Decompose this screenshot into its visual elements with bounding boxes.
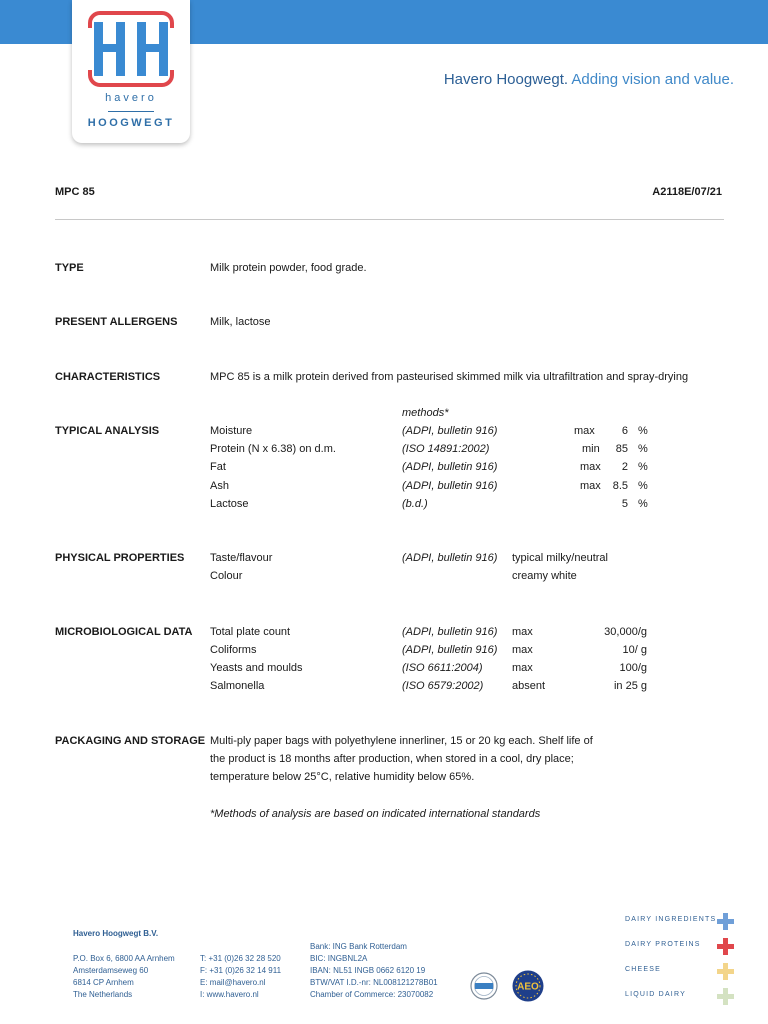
analysis-method: (ADPI, bulletin 916) <box>402 425 498 437</box>
micro-method: (ADPI, bulletin 916) <box>402 626 498 638</box>
tagline <box>444 71 734 88</box>
methods-header: methods* <box>402 407 449 419</box>
analysis-value: 5 <box>621 498 628 510</box>
address-line: P.O. Box 6, 6800 AA Arnhem <box>73 954 175 963</box>
analysis-qualifier: max <box>574 425 595 437</box>
email-link[interactable]: E: mail@havero.nl <box>200 978 266 987</box>
segment-label-dairy-ingredients: DAIRY INGREDIENTS <box>625 916 717 923</box>
fax-number: F: +31 (0)26 32 14 911 <box>200 966 282 975</box>
certification-seal-icon <box>468 971 500 1001</box>
physical-properties-label: PHYSICAL PROPERTIES <box>55 552 185 564</box>
document-code: A2118E/07/21 <box>652 186 722 198</box>
plus-icon-dairy-proteins <box>717 938 734 955</box>
packaging-line: temperature below 25°C, relative humidity below 65%. <box>210 771 475 783</box>
segment-label-dairy-proteins: DAIRY PROTEINS <box>625 941 701 948</box>
address-line: 6814 CP Arnhem <box>73 978 134 987</box>
micro-method: (ISO 6611:2004) <box>402 662 483 674</box>
analysis-value: 8.5 <box>612 480 628 492</box>
plus-icon-dairy-ingredients <box>717 913 734 930</box>
micro-value: 100/g <box>619 662 647 674</box>
analysis-param: Moisture <box>210 425 253 437</box>
microbiological-label: MICROBIOLOGICAL DATA <box>55 626 193 638</box>
characteristics-label: CHARACTERISTICS <box>55 371 161 383</box>
bank-line: BIC: INGBNL2A <box>310 954 368 963</box>
analysis-unit: % <box>638 443 648 455</box>
analysis-value: 2 <box>621 461 628 473</box>
micro-param: Total plate count <box>210 626 291 638</box>
packaging-line: the product is 18 months after production, when stored in a cool, dry place; <box>210 753 574 765</box>
bank-line: IBAN: NL51 INGB 0662 6120 19 <box>310 966 426 975</box>
hh-logo-icon <box>88 11 174 87</box>
micro-param: Yeasts and moulds <box>210 662 303 674</box>
analysis-method: (ISO 14891:2002) <box>402 443 490 455</box>
typical-analysis-label: TYPICAL ANALYSIS <box>55 425 160 437</box>
tagline-text: Adding vision and value. <box>568 71 734 88</box>
analysis-param: Lactose <box>210 498 249 510</box>
analysis-param: Fat <box>210 461 226 473</box>
analysis-qualifier: max <box>580 480 601 492</box>
logo-word-havero: havero <box>105 92 157 104</box>
physical-param: Taste/flavour <box>210 552 273 564</box>
plus-icon-liquid-dairy <box>717 988 734 1005</box>
analysis-param: Ash <box>210 480 229 492</box>
aeo-seal-text: AEO <box>517 981 539 993</box>
micro-qualifier: max <box>512 626 533 638</box>
address-line: Amsterdamseweg 60 <box>73 966 149 975</box>
analysis-value: 6 <box>621 425 628 437</box>
micro-qualifier: max <box>512 662 533 674</box>
analysis-unit: % <box>638 498 648 510</box>
company-logo <box>72 0 190 143</box>
tagline-brand: Havero Hoogwegt. <box>443 71 569 88</box>
product-title: MPC 85 <box>55 186 95 198</box>
website-link[interactable]: I: www.havero.nl <box>200 990 259 999</box>
packaging-label: PACKAGING AND STORAGE <box>55 735 206 747</box>
characteristics-value: MPC 85 is a milk protein derived from pasteurised skimmed milk via ultrafiltration and spray-drying <box>210 371 689 383</box>
type-value: Milk protein powder, food grade. <box>210 262 367 274</box>
logo-divider <box>108 111 154 112</box>
type-label: TYPE <box>55 262 84 274</box>
micro-param: Salmonella <box>210 680 265 692</box>
micro-value: 30,000/g <box>604 626 647 638</box>
micro-method: (ADPI, bulletin 916) <box>402 644 498 656</box>
footer-address <box>73 953 175 1001</box>
physical-value: typical milky/neutral <box>512 552 608 564</box>
bank-line: BTW/VAT I.D.-nr: NL008121278B01 <box>310 978 438 987</box>
micro-param: Coliforms <box>210 644 257 656</box>
aeo-seal-icon <box>507 969 549 1003</box>
analysis-qualifier: max <box>580 461 601 473</box>
segment-label-cheese: CHEESE <box>625 966 661 973</box>
allergens-value: Milk, lactose <box>210 316 271 328</box>
analysis-method: (ADPI, bulletin 916) <box>402 461 498 473</box>
address-line: The Netherlands <box>73 990 133 999</box>
footer-company-name: Havero Hoogwegt B.V. <box>73 929 159 938</box>
micro-value: in 25 g <box>613 680 647 692</box>
packaging-line: Multi-ply paper bags with polyethylene innerliner, 15 or 20 kg each. Shelf life of <box>210 735 593 747</box>
analysis-method: (ADPI, bulletin 916) <box>402 480 498 492</box>
physical-param: Colour <box>210 570 243 582</box>
bank-line: Chamber of Commerce: 23070082 <box>310 990 434 999</box>
micro-value: 10/ g <box>622 644 647 656</box>
plus-icon-cheese <box>717 963 734 980</box>
analysis-method: (b.d.) <box>402 498 428 510</box>
analysis-value: 85 <box>615 443 628 455</box>
micro-qualifier: absent <box>512 680 546 692</box>
analysis-unit: % <box>638 461 648 473</box>
footer-bank <box>310 941 438 1001</box>
physical-method: (ADPI, bulletin 916) <box>402 552 498 564</box>
footer-contact <box>200 953 281 1001</box>
analysis-qualifier: min <box>582 443 600 455</box>
logo-word-hoogwegt: HOOGWEGT <box>87 117 175 129</box>
allergens-label: PRESENT ALLERGENS <box>55 316 178 328</box>
micro-qualifier: max <box>512 644 533 656</box>
micro-method: (ISO 6579:2002) <box>402 680 484 692</box>
analysis-param: Protein (N x 6.38) on d.m. <box>210 443 336 455</box>
analysis-unit: % <box>638 425 648 437</box>
analysis-unit: % <box>638 480 648 492</box>
segment-label-liquid-dairy: LIQUID DAIRY <box>625 991 686 998</box>
methods-footnote: *Methods of analysis are based on indicated international standards <box>210 808 541 820</box>
phone-number: T: +31 (0)26 32 28 520 <box>200 954 281 963</box>
bank-line: Bank: ING Bank Rotterdam <box>310 942 407 951</box>
physical-value: creamy white <box>512 570 577 582</box>
header-divider <box>55 219 724 220</box>
